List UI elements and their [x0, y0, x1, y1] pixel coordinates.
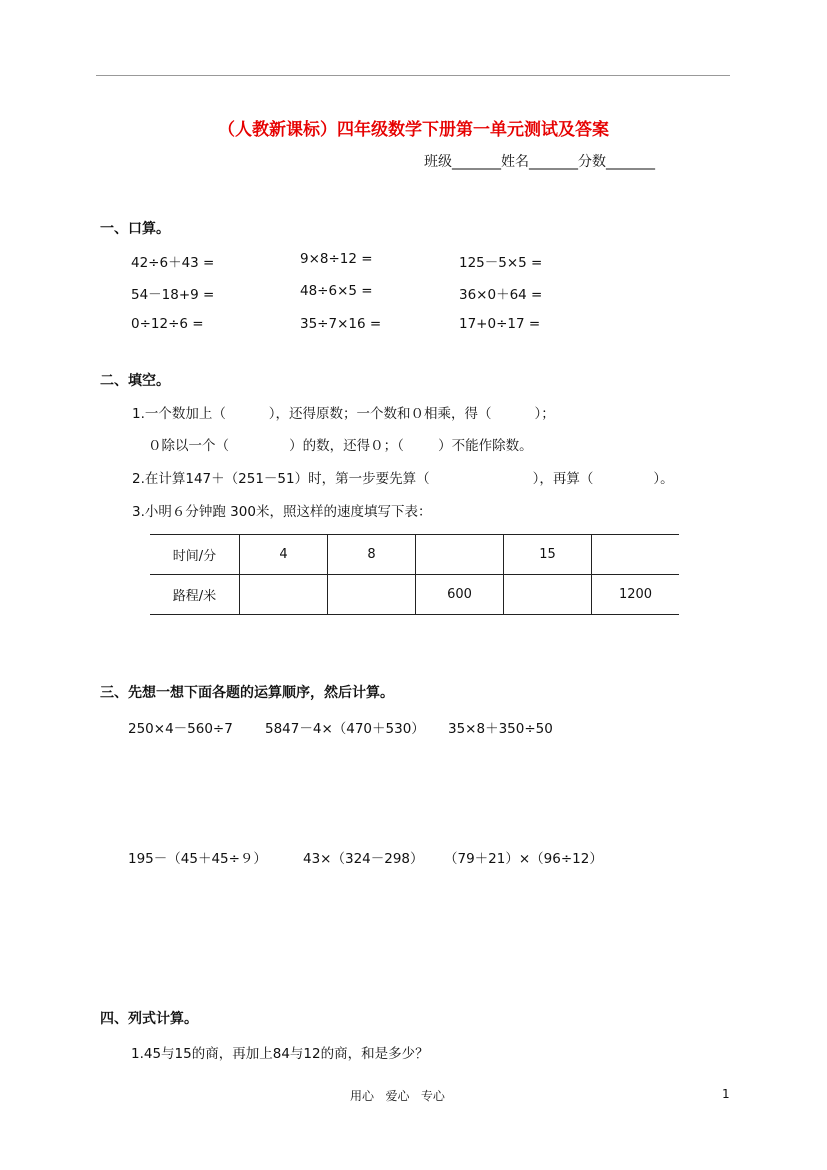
section3-heading: 三、先想一想下面各题的运算顺序，然后计算。	[100, 685, 394, 701]
footer-text: 用心 爱心 专心	[350, 1089, 445, 1103]
order-of-operations-item: 250×4－560÷7	[128, 721, 233, 737]
mental-math-item: 35÷7×16 =	[300, 316, 382, 332]
page-title: （人教新课标）四年级数学下册第一单元测试及答案	[218, 120, 609, 140]
mental-math-item: 0÷12÷6 =	[131, 316, 204, 332]
mental-math-item: 54－18+9 =	[131, 287, 215, 303]
order-of-operations-item: 35×8＋350÷50	[448, 721, 553, 737]
table-cell: 8	[328, 535, 416, 575]
mental-math-item: 42÷6＋43 =	[131, 255, 215, 271]
table-cell: 路程/米	[150, 575, 240, 615]
mental-math-item: 36×0＋64 =	[459, 287, 543, 303]
mental-math-item: 125－5×5 =	[459, 255, 543, 271]
table-cell: 时间/分	[150, 535, 240, 575]
section2-heading: 二、填空。	[100, 373, 170, 389]
order-of-operations-item: （79＋21）×（96÷12）	[444, 851, 603, 867]
fill-blank-q3: 3.小明６分钟跑 300米，照这样的速度填写下表：	[132, 504, 432, 520]
mental-math-item: 9×8÷12 =	[300, 251, 373, 267]
table-row	[150, 535, 679, 575]
section4-heading: 四、列式计算。	[100, 1011, 198, 1027]
table-cell	[240, 575, 328, 615]
fill-blank-q1-line2: ０除以一个（ ）的数，还得０；（ ）不能作除数。	[148, 438, 533, 454]
table-cell	[328, 575, 416, 615]
table-cell	[504, 575, 592, 615]
order-of-operations-item: 195－（45＋45÷９）	[128, 851, 267, 867]
table-cell: 600	[416, 575, 504, 615]
mental-math-item: 17+0÷17 =	[459, 316, 541, 332]
order-of-operations-item: 5847－4×（470＋530）	[265, 721, 425, 737]
student-info-line: 班级_______姓名_______分数_______	[424, 154, 655, 170]
fill-blank-q1-line1: 1.一个数加上（ ），还得原数；一个数和０相乘，得（ ）；	[132, 406, 555, 422]
table-cell: 15	[504, 535, 592, 575]
header-rule	[96, 75, 730, 76]
table-row	[150, 575, 679, 615]
speed-table	[150, 534, 679, 615]
mental-math-item: 48÷6×5 =	[300, 283, 373, 299]
table-cell	[592, 535, 680, 575]
section1-heading: 一、口算。	[100, 221, 170, 237]
table-cell: 4	[240, 535, 328, 575]
word-problem-q1: 1.45与15的商，再加上84与12的商，和是多少？	[131, 1046, 429, 1062]
table-cell: 1200	[592, 575, 680, 615]
page-number: 1	[722, 1087, 730, 1101]
table-cell	[416, 535, 504, 575]
fill-blank-q2: 2.在计算147＋（251－51）时，第一步要先算（ ），再算（ ）。	[132, 471, 674, 487]
order-of-operations-item: 43×（324－298）	[303, 851, 424, 867]
